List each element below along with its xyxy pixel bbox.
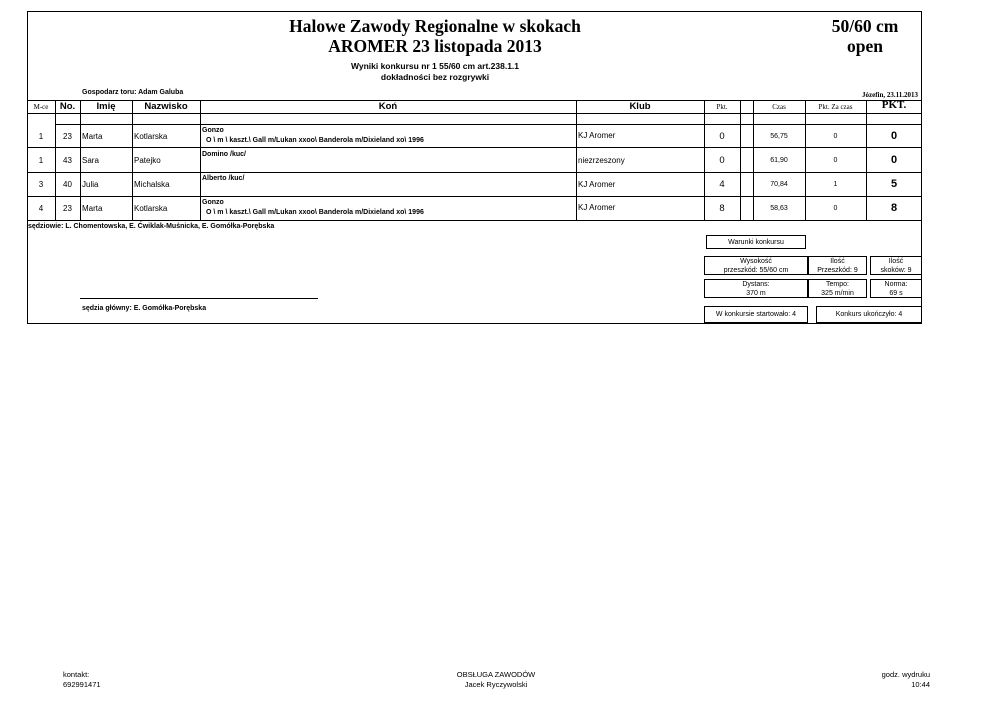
rider-last-name: Kotlarska (134, 132, 168, 141)
horse-name: Domino /kuc/ (202, 151, 246, 158)
height-value: przeszkód: 55/60 cm (723, 266, 789, 274)
time: 56,75 (770, 133, 788, 140)
service-label: OBSŁUGA ZAWODÓW (456, 670, 536, 679)
competition-title: Halowe Zawody Regionalne w skokach (289, 16, 581, 36)
rider-first-name: Marta (82, 204, 103, 213)
col-first-name: Imię (96, 101, 116, 112)
place: 3 (38, 180, 44, 189)
norm-label: Norma: (884, 280, 908, 288)
tempo-label: Tempo: (826, 280, 849, 288)
time-points: 0 (833, 205, 838, 212)
club: KJ Aromer (578, 180, 616, 189)
row-rule (27, 172, 922, 173)
row-rule (27, 196, 922, 197)
col-club: Klub (629, 101, 651, 112)
horse-name: Alberto /kuc/ (202, 175, 245, 182)
start-number: 23 (63, 132, 72, 141)
obstacles-count-box (808, 256, 867, 275)
col-pts: Pkt. (716, 103, 728, 111)
place: 4 (38, 204, 44, 213)
contact-phone: 692991471 (63, 680, 101, 689)
tempo-value: 325 m/min (821, 289, 854, 297)
time: 70,84 (770, 181, 788, 188)
horse-pedigree: O \ m \ kaszt.\ Gall m/Lukan xxoo\ Banderola m/Dixieland xo\ 1996 (206, 209, 424, 216)
place: 1 (38, 132, 44, 141)
col-total: PKT. (881, 99, 907, 111)
penalty-points: 0 (719, 131, 725, 142)
footer-contact (63, 670, 101, 690)
footer-print-time (800, 670, 930, 690)
horse-name: Gonzo (202, 199, 224, 206)
start-number: 43 (63, 156, 72, 165)
start-number: 40 (63, 180, 72, 189)
horse-pedigree: O \ m \ kaszt.\ Gall m/Lukan xxoo\ Banderola m/Dixieland xo\ 1996 (206, 137, 424, 144)
obstacles-value: Przeszkód: 9 (817, 266, 858, 274)
obstacles-label: Ilość (830, 257, 845, 265)
total-points: 0 (890, 130, 898, 142)
tempo-box (808, 279, 867, 298)
jumps-count-box (870, 256, 922, 275)
started-text: W konkursie startowało: 4 (715, 311, 797, 318)
table-header-rule (27, 113, 922, 114)
judges-list: sędziowie: L. Chomentowska, E. Ćwiklak-Muśnicka, E. Gomółka-Porębska (28, 223, 275, 230)
col-divider (132, 100, 133, 220)
norm-box (870, 279, 922, 298)
contact-label: kontakt: (63, 670, 90, 679)
distance-box (704, 279, 808, 298)
print-time: 10:44 (911, 680, 930, 689)
norm-value: 69 s (889, 289, 903, 297)
results-subtitle: Wyniki konkursu nr 1 55/60 cm art.238.1.1 (350, 61, 520, 71)
penalty-points: 4 (719, 179, 725, 190)
distance-value: 370 m (746, 289, 766, 297)
jumps-value: skoków: 9 (880, 266, 912, 274)
print-label: godz. wydruku (881, 670, 930, 679)
course-host: Gospodarz toru: Adam Galuba (82, 89, 184, 96)
jumps-label: Ilość (888, 257, 904, 265)
total-points: 8 (890, 202, 898, 214)
time-points: 0 (833, 133, 838, 140)
conditions-title (706, 235, 806, 249)
place-date: Józefin, 23.11.2013 (862, 91, 918, 99)
col-divider (200, 100, 201, 220)
rider-last-name: Patejko (134, 156, 161, 165)
col-divider (576, 100, 577, 220)
class-height: 50/60 cm (831, 16, 899, 36)
footer-service (396, 670, 596, 690)
total-points: 0 (890, 154, 898, 166)
penalty-points: 0 (719, 155, 725, 166)
height-label: Wysokość (740, 257, 772, 265)
table-subheader-rule (55, 124, 921, 125)
total-points: 5 (890, 178, 898, 190)
time: 58,63 (770, 205, 788, 212)
col-last-name: Nazwisko (144, 101, 188, 112)
club: KJ Aromer (578, 203, 616, 212)
start-number: 23 (63, 204, 72, 213)
time: 61,90 (770, 157, 788, 164)
time-points: 1 (833, 181, 838, 188)
distance-label: Dystans: (742, 280, 770, 288)
service-name: Jacek Ryczywolski (464, 680, 528, 689)
col-no: No. (59, 101, 76, 112)
club: KJ Aromer (578, 131, 616, 140)
penalty-points: 8 (719, 203, 725, 214)
time-points: 0 (833, 157, 838, 164)
col-place: M-ce (33, 103, 49, 111)
signature-line (80, 298, 318, 299)
started-count-box (704, 306, 808, 323)
rider-first-name: Sara (82, 156, 99, 165)
rider-first-name: Marta (82, 132, 103, 141)
col-divider (740, 100, 741, 220)
col-divider (80, 100, 81, 220)
class-type: open (847, 36, 883, 56)
finished-count-box (816, 306, 922, 323)
obstacle-height-box (704, 256, 808, 275)
rider-last-name: Michalska (134, 180, 170, 189)
col-time: Czas (772, 103, 786, 111)
chief-judge: sędzia główny: E. Gomółka-Porębska (82, 305, 207, 312)
finished-text: Konkurs ukończyło: 4 (835, 311, 903, 318)
row-rule (27, 147, 922, 148)
place: 1 (38, 156, 44, 165)
col-horse: Koń (378, 101, 398, 112)
row-rule (27, 220, 922, 221)
horse-name: Gonzo (202, 127, 224, 134)
results-rule: dokładności bez rozgrywki (380, 72, 490, 82)
results-frame (27, 11, 922, 324)
rider-first-name: Julia (82, 180, 99, 189)
conditions-title-text: Warunki konkursu (728, 238, 784, 246)
rider-last-name: Kotlarska (134, 204, 168, 213)
club: niezrzeszony (578, 156, 625, 165)
competition-date-title: AROMER 23 listopada 2013 (328, 36, 542, 56)
col-time-pts: Pkt. Za czas (818, 103, 853, 111)
